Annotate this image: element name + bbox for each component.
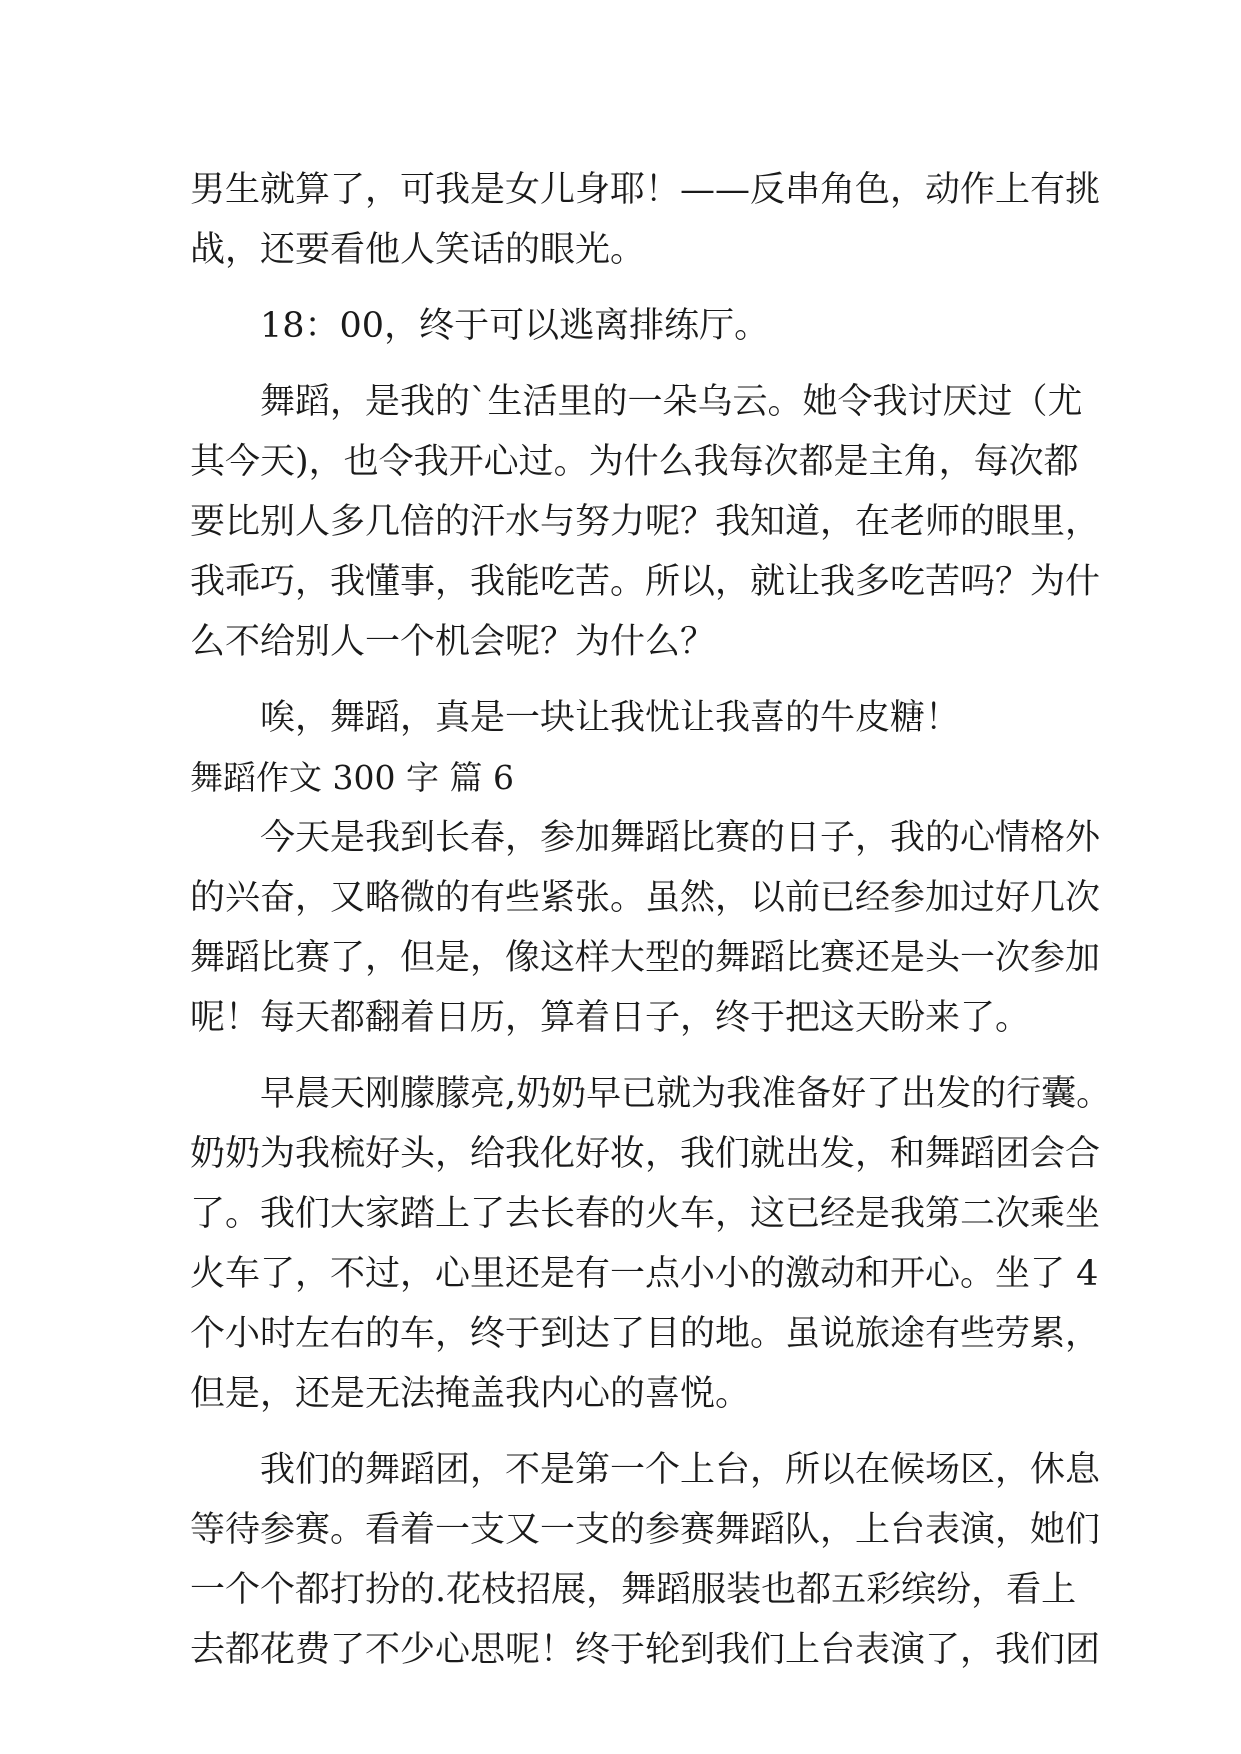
text-line: 我乖巧，我懂事，我能吃苦。所以，就让我多吃苦吗？为什	[190, 562, 1101, 602]
text-line: 但是，还是无法掩盖我内心的喜悦。	[190, 1374, 751, 1414]
text-line: 呢！每天都翻着日历，算着日子，终于把这天盼来了。	[190, 998, 1031, 1038]
paragraph-gap	[190, 280, 1052, 296]
text-line: 舞蹈，是我的`生活里的一朵乌云。她令我讨厌过（尤	[190, 382, 1083, 422]
text-line: 我们的舞蹈团，不是第一个上台，所以在候场区，休息	[190, 1450, 1101, 1490]
text-line: 其今天)，也令我开心过。为什么我每次都是主角，每次都	[190, 442, 1079, 482]
paragraph-gap	[190, 1048, 1052, 1064]
text-line: 个小时左右的车，终于到达了目的地。虽说旅途有些劳累，	[190, 1314, 1101, 1354]
text-line: 要比别人多几倍的汗水与努力呢？我知道，在老师的眼里，	[190, 502, 1101, 542]
text-line: 奶奶为我梳好头，给我化好妆，我们就出发，和舞蹈团会合	[190, 1134, 1101, 1174]
text-line: 18：00，终于可以逃离排练厅。	[190, 306, 770, 346]
text-line: 舞蹈比赛了，但是，像这样大型的舞蹈比赛还是头一次参加	[190, 938, 1101, 978]
text-line: 唉，舞蹈，真是一块让我忧让我喜的牛皮糖！	[190, 698, 961, 738]
paragraph-gap	[190, 356, 1052, 372]
text-line: 火车了，不过，心里还是有一点小小的激动和开心。坐了 4	[190, 1254, 1099, 1294]
document-body	[190, 160, 1112, 1680]
paragraph-gap	[190, 1424, 1052, 1440]
section-heading: 舞蹈作文 300 字 篇 6	[190, 758, 514, 797]
text-line: 男生就算了，可我是女儿身耶！——反串角色，动作上有挑	[190, 170, 1101, 210]
text-line: 一个个都打扮的.花枝招展，舞蹈服装也都五彩缤纷，看上	[190, 1570, 1077, 1610]
text-line: 的兴奋，又略微的有些紧张。虽然，以前已经参加过好几次	[190, 878, 1101, 918]
text-line: 今天是我到长春，参加舞蹈比赛的日子，我的心情格外	[190, 818, 1101, 858]
paragraph-gap	[190, 672, 1052, 688]
text-line: 了。我们大家踏上了去长春的火车，这已经是我第二次乘坐	[190, 1194, 1101, 1234]
text-line: 去都花费了不少心思呢！终于轮到我们上台表演了，我们团	[190, 1630, 1101, 1670]
text-line: 么不给别人一个机会呢？为什么？	[190, 622, 716, 662]
text-line: 早晨天刚朦朦亮,奶奶早已就为我准备好了出发的行囊。	[190, 1074, 1112, 1114]
text-line: 等待参赛。看着一支又一支的参赛舞蹈队，上台表演，她们	[190, 1510, 1101, 1550]
text-line: 战，还要看他人笑话的眼光。	[190, 230, 646, 270]
